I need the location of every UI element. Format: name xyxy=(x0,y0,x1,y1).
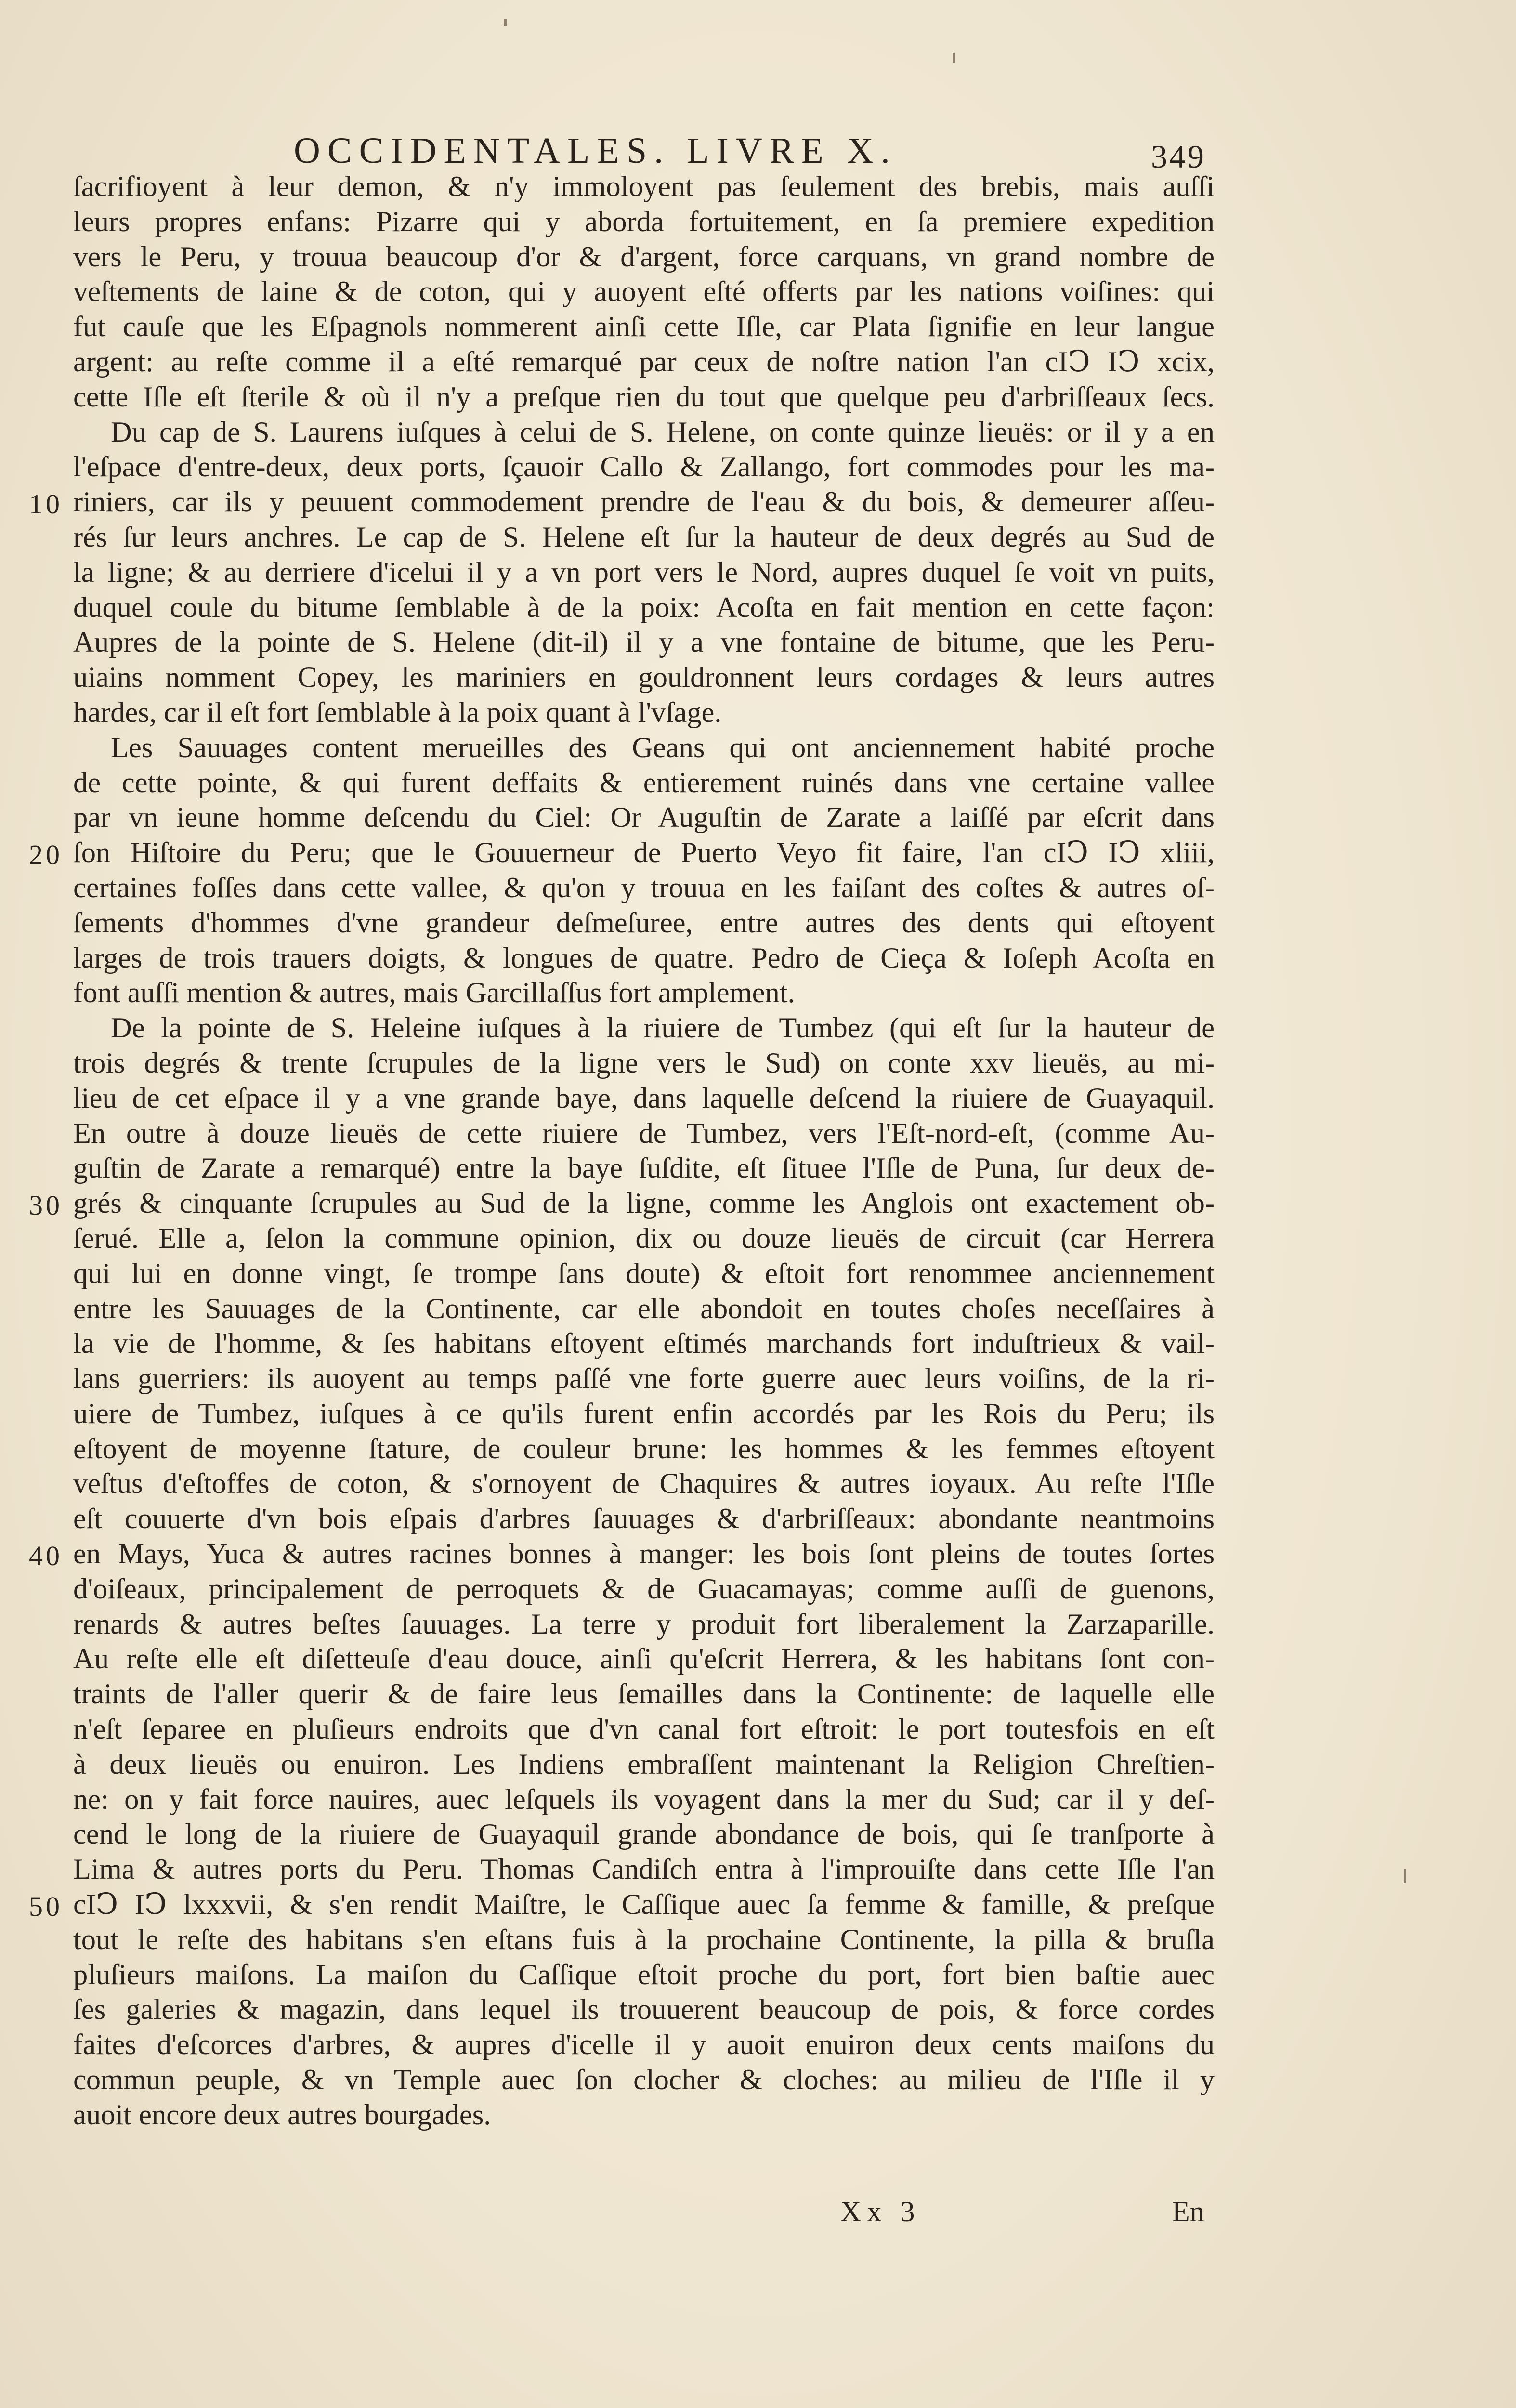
text-line: la vie de l'homme, & ſes habitans eſtoyent eſtimés marchands fort induſtrieux & vail- xyxy=(73,1327,1215,1360)
text-line: Les Sauuages content merueilles des Geans qui ont anciennement habité proche xyxy=(111,731,1215,764)
text-line: grés & cinquante ſcrupules au Sud de la ligne, comme les Anglois ont exactement ob- xyxy=(73,1187,1215,1220)
text-line: traints de l'aller querir & de faire leus ſemailles dans la Continente: de laquelle elle xyxy=(73,1678,1215,1711)
line-number: 20 xyxy=(29,839,63,871)
ink-speck xyxy=(953,53,955,63)
text-line: ſacrifioyent à leur demon, & n'y immoloyent pas ſeulement des brebis, mais auſſi xyxy=(73,170,1215,203)
text-line: cette Iſle eſt ſterile & où il n'y a preſque rien du tout que quelque peu d'arbriſſeaux ſecs. xyxy=(73,380,1215,413)
text-line: guſtin de Zarate a remarqué) entre la baye ſuſdite, eſt ſituee l'Iſle de Puna, ſur deux de- xyxy=(73,1152,1215,1185)
text-line: tout le reſte des habitans s'en eſtans fuis à la prochaine Continente, la pilla & bruſla xyxy=(73,1923,1215,1956)
text-line: ſerué. Elle a, ſelon la commune opinion, dix ou douze lieuës de circuit (car Herrera xyxy=(73,1222,1215,1255)
text-line: riniers, car ils y peuuent commodement prendre de l'eau & du bois, & demeurer aſſeu- xyxy=(73,486,1215,519)
text-line: duquel coule du bitume ſemblable à de la poix: Acoſta en fait mention en cette façon: xyxy=(73,591,1215,624)
text-line: lieu de cet eſpace il y a vne grande baye, dans laquelle deſcend la riuiere de Guayaquil. xyxy=(73,1082,1215,1114)
text-line: pluſieurs maiſons. La maiſon du Caſſique eſtoit proche du port, fort bien baſtie auec xyxy=(73,1958,1215,1991)
text-line: veſtus d'eſtoffes de coton, & s'ornoyent de Chaquires & autres ioyaux. Au reſte l'Iſle xyxy=(73,1467,1215,1500)
line-number: 40 xyxy=(29,1540,63,1572)
text-line: ſon Hiſtoire du Peru; que le Gouuerneur de Puerto Veyo fit faire, l'an cIↃ IↃ xliii, xyxy=(73,837,1215,869)
text-line: Au reſte elle eſt diſetteuſe d'eau douce, ainſi qu'eſcrit Herrera, & les habitans ſont con- xyxy=(73,1643,1215,1675)
text-line: larges de trois trauers doigts, & longues de quatre. Pedro de Cieça & Ioſeph Acoſta en xyxy=(73,942,1215,974)
text-line: par vn ieune homme deſcendu du Ciel: Or Auguſtin de Zarate a laiſſé par eſcrit dans xyxy=(73,801,1215,834)
text-line: Lima & autres ports du Peru. Thomas Candiſch entra à l'improuiſte dans cette Iſle l'an xyxy=(73,1853,1215,1886)
text-line: entre les Sauuages de la Continente, car elle abondoit en toutes choſes neceſſaires à xyxy=(73,1292,1215,1325)
text-line: rés ſur leurs anchres. Le cap de S. Helene eſt ſur la hauteur de deux degrés au Sud de xyxy=(73,521,1215,553)
text-line: qui lui en donne vingt, ſe trompe ſans doute) & eſtoit fort renommee anciennement xyxy=(73,1257,1215,1290)
text-line: En outre à douze lieuës de cette riuiere de Tumbez, vers l'Eſt-nord-eſt, (comme Au- xyxy=(73,1117,1215,1150)
text-line: de cette pointe, & qui furent deffaits & entierement ruinés dans vne certaine vallee xyxy=(73,766,1215,799)
text-line: uiere de Tumbez, iuſques à ce qu'ils furent enfin accordés par les Rois du Peru; ils xyxy=(73,1397,1215,1430)
text-line: eſtoyent de moyenne ſtature, de couleur brune: les hommes & les femmes eſtoyent xyxy=(73,1432,1215,1465)
text-line: Du cap de S. Laurens iuſques à celui de S. Helene, on conte quinze lieuës: or il y a en xyxy=(111,416,1215,448)
text-line: la ligne; & au derriere d'icelui il y a vn port vers le Nord, aupres duquel ſe voit vn puits, xyxy=(73,556,1215,589)
text-line: trois degrés & trente ſcrupules de la ligne vers le Sud) on conte xxv lieuës, au mi- xyxy=(73,1047,1215,1079)
text-line: lans guerriers: ils auoyent au temps paſſé vne forte guerre auec leurs voiſins, de la ri- xyxy=(73,1362,1215,1395)
signature-mark: Xx 3 xyxy=(840,2196,921,2227)
text-line: vers le Peru, y trouua beaucoup d'or & d'argent, force carquans, vn grand nombre de xyxy=(73,240,1215,273)
page-number: 349 xyxy=(1151,138,1206,175)
text-line: leurs propres enfans: Pizarre qui y aborda fortuitement, en ſa premiere expedition xyxy=(73,205,1215,238)
ink-speck xyxy=(1404,1869,1406,1883)
text-line: d'oiſeaux, principalement de perroquets & de Guacamayas; comme auſſi de guenons, xyxy=(73,1572,1215,1605)
text-line: ſes galeries & magazin, dans lequel ils trouuerent beaucoup de pois, & force cordes xyxy=(73,1993,1215,2026)
line-number: 50 xyxy=(29,1891,63,1923)
running-head: OCCIDENTALES. LIVRE X. xyxy=(294,131,897,171)
text-line: hardes, car il eſt fort ſemblable à la poix quant à l'vſage. xyxy=(73,696,722,729)
text-line: cend le long de la riuiere de Guayaquil grande abondance de bois, qui ſe tranſporte à xyxy=(73,1818,1215,1851)
text-line: eſt couuerte d'vn bois eſpais d'arbres ſauuages & d'arbriſſeaux: abondante neantmoins xyxy=(73,1503,1215,1535)
text-line: commun peuple, & vn Temple auec ſon clocher & cloches: au milieu de l'Iſle il y xyxy=(73,2064,1215,2096)
ink-speck xyxy=(504,19,507,26)
text-line: cIↃ IↃ lxxxvii, & s'en rendit Maiſtre, le Caſſique auec ſa femme & famille, & preſque xyxy=(73,1888,1215,1921)
text-line: auoit encore deux autres bourgades. xyxy=(73,2098,491,2131)
text-line: n'eſt ſeparee en pluſieurs endroits que d'vn canal fort eſtroit: le port toutesfois en eſt xyxy=(73,1713,1215,1746)
text-line: uiains nomment Copey, les mariniers en gouldronnent leurs cordages & leurs autres xyxy=(73,661,1215,694)
body-text xyxy=(73,170,1215,2133)
text-line: à deux lieuës ou enuiron. Les Indiens embraſſent maintenant la Religion Chreſtien- xyxy=(73,1748,1215,1780)
text-line: fut cauſe que les Eſpagnols nommerent ainſi cette Iſle, car Plata ſignifie en leur langue xyxy=(73,311,1215,343)
text-line: veſtements de laine & de coton, qui y auoyent eſté offerts par les nations voiſines: qui xyxy=(73,275,1215,308)
text-line: en Mays, Yuca & autres racines bonnes à manger: les bois ſont pleins de toutes ſortes xyxy=(73,1538,1215,1570)
text-line: argent: au reſte comme il a eſté remarqué par ceux de noſtre nation l'an cIↃ IↃ xcix, xyxy=(73,345,1215,378)
text-line: De la pointe de S. Heleine iuſques à la riuiere de Tumbez (qui eſt ſur la hauteur de xyxy=(111,1012,1215,1045)
text-line: Aupres de la pointe de S. Helene (dit-il) il y a vne fontaine de bitume, que les Peru- xyxy=(73,626,1215,659)
text-line: ne: on y fait force nauires, auec leſquels ils voyagent dans la mer du Sud; car il y deſ- xyxy=(73,1783,1215,1816)
catchword: En xyxy=(1172,2196,1204,2227)
text-line: font auſſi mention & autres, mais Garcillaſſus fort amplement. xyxy=(73,977,795,1009)
text-line: faites d'eſcorces d'arbres, & aupres d'icelle il y auoit enuiron deux cents maiſons du xyxy=(73,2028,1215,2061)
text-line: certaines foſſes dans cette vallee, & qu'on y trouua en les faiſant des coſtes & autres oſ- xyxy=(73,871,1215,904)
text-line: l'eſpace d'entre-deux, deux ports, ſçauoir Callo & Zallango, fort commodes pour les ma- xyxy=(73,451,1215,484)
line-number: 10 xyxy=(29,488,63,520)
text-line: renards & autres beſtes ſauuages. La terre y produit fort liberalement la Zarzaparille. xyxy=(73,1608,1215,1640)
line-number: 30 xyxy=(29,1190,63,1221)
text-line: ſements d'hommes d'vne grandeur deſmeſuree, entre autres des dents qui eſtoyent xyxy=(73,906,1215,939)
